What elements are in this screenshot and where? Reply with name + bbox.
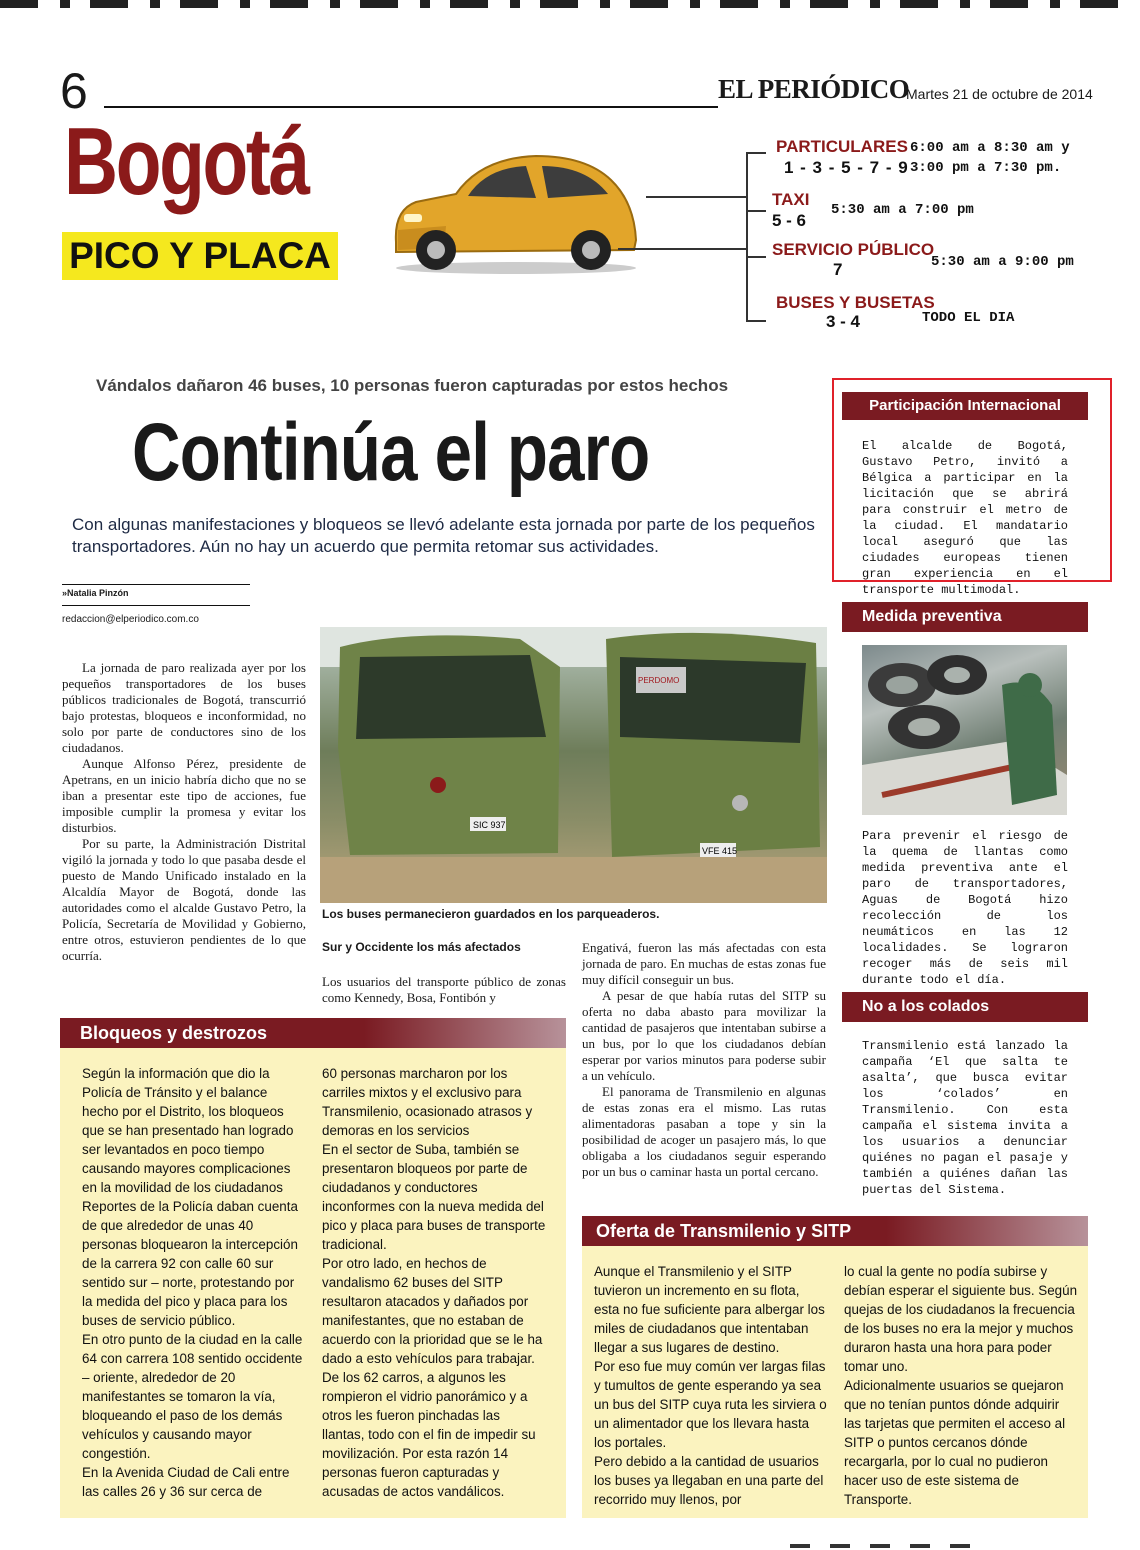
pyp-digits: 3 - 4 bbox=[826, 312, 861, 331]
connector-line bbox=[746, 152, 766, 154]
paragraph: Los usuarios del transporte público de zonas como Kennedy, Bosa, Fontibón y bbox=[322, 974, 566, 1005]
paragraph: Pero debido a la cantidad de usuarios los buses ya llegaban en una parte del recorrido muy llenos, por bbox=[594, 1454, 824, 1507]
subhead: Sur y Occidente los más afectados bbox=[322, 940, 521, 954]
medida-body: Para prevenir el riesgo de la quema de llantas como medida preventiva ante el paro de transportadores, Aguas de Bogotá hizo recolección de los neumáticos en las 12 localidades. Se lograron recoger más de seis mil durante todo el día. bbox=[862, 829, 1068, 987]
connector-line bbox=[746, 152, 748, 322]
pyp-time: 6:00 am a 8:30 am y bbox=[910, 140, 1070, 156]
section-subtitle: PICO Y PLACA bbox=[62, 232, 338, 280]
pyp-category: PARTICULARES bbox=[776, 137, 908, 156]
connector-line bbox=[746, 256, 766, 258]
paragraph: lo cual la gente no podía subirse y debían esperar el siguiente bus. Según quejas de los ciudadanos la frecuencia de los buses no era la mejor y muchos duraron hasta una hora para poder tomar uno. bbox=[844, 1264, 1078, 1374]
pyp-category: SERVICIO PÚBLICO bbox=[772, 240, 935, 259]
pyp-time: 5:30 am a 7:00 pm bbox=[831, 202, 974, 218]
paragraph: Según la información que dio la Policía de Tránsito y el balance hecho por el Distrito, los bloqueos que se han presentado han logrado ser levantados en poco tiempo causando mayores complicaciones en la movilidad de los ciudadanos bbox=[82, 1066, 294, 1195]
paragraph: De los 62 carros, a algunos les rompieron el vidrio panorámico y a otros les fueron pinchadas las llantas, todo con el fin de impedir su movilización. Por esta razón 14 personas fueron capturadas y acusadas de actos vandálicos. bbox=[322, 1370, 536, 1499]
paragraph: En la Avenida Ciudad de Cali entre las calles 26 y 36 sur cerca de bbox=[82, 1465, 290, 1499]
oferta-column-1 bbox=[594, 1262, 828, 1509]
pyp-digits: 7 bbox=[833, 260, 843, 279]
photo-caption: Los buses permanecieron guardados en los parqueaderos. bbox=[322, 907, 660, 921]
plate-text: SIC 937 bbox=[473, 820, 506, 830]
connector-line bbox=[618, 248, 746, 250]
top-edge-strip bbox=[0, 0, 1140, 8]
bloqueos-title-bar bbox=[60, 1018, 566, 1048]
car-illustration bbox=[386, 150, 646, 275]
article-column-1 bbox=[62, 660, 306, 964]
oferta-title: Oferta de Transmilenio y SITP bbox=[596, 1221, 852, 1241]
bloqueos-title: Bloqueos y destrozos bbox=[80, 1023, 268, 1043]
paragraph: En el sector de Suba, también se presentaron bloqueos por parte de ciudadanos y conductores inconformes con la nueva medida del pico y placa para buses de transporte tradicional. bbox=[322, 1142, 546, 1252]
pyp-category: TAXI bbox=[772, 190, 810, 209]
oferta-title-bar bbox=[582, 1216, 1088, 1246]
paragraph: La jornada de paro realizada ayer por los pequeños transportadores de los buses públicos tradicionales de Bogotá, transcurrió bajo protestas, bloqueos e inconformidad, no solo por parte de conductores sino de los ciudadanos. bbox=[62, 660, 306, 755]
intl-title: Participación Internacional bbox=[842, 392, 1088, 420]
paragraph: Por su parte, la Administración Distrital vigiló la jornada y todo lo que pasaba desde el puesto de Mando Unificado instalado en la Alcaldía Mayor de Bogotá, donde las autoridades como el alcalde Gustavo Petro, la Policía, Secretaría de Movilidad y Gobierno, entre otros, estuvieron pendientes de lo que ocurría. bbox=[62, 836, 306, 963]
buses-photo-art bbox=[320, 627, 827, 903]
title-bar-gradient bbox=[886, 1216, 1088, 1246]
colados-body: Transmilenio está lanzado la campaña ‘El que salta te asalta’, que busca evitar los ‘colados’ en Transmilenio. Con esta campaña el sistema invita a los usuarios a denunciar quiénes no pagan el pasaje y también a quiénes dañan las puertas del Sistema. bbox=[862, 1039, 1068, 1197]
article-column-2 bbox=[322, 974, 566, 1006]
section-title: Bogotá bbox=[64, 108, 308, 215]
pyp-time: 5:30 am a 9:00 pm bbox=[931, 254, 1074, 270]
paragraph: Por eso fue muy común ver largas filas y tumultos de gente esperando ya sea un bus del SITP cuya ruta les sirviera o un alimentador que los llevara hasta los portales. bbox=[594, 1359, 827, 1450]
page-number: 6 bbox=[60, 63, 88, 119]
pyp-time: TODO EL DIA bbox=[922, 310, 1015, 326]
paragraph: Por otro lado, en hechos de vandalismo 62 buses del SITP resultaron atacados y dañados por manifestantes, que no estaban de acuerdo con la prioridad que se le ha dado a esto vehículos para trabajar. bbox=[322, 1256, 543, 1366]
colados-title: No a los colados bbox=[842, 992, 1088, 1022]
article-deck: Con algunas manifestaciones y bloqueos se llevó adelante esta jornada por parte de los pequeños transportadores. Aún no hay un acuerdo que permita retomar sus actividades. bbox=[72, 515, 815, 556]
connector-line bbox=[646, 196, 746, 198]
tires-photo-art bbox=[862, 645, 1067, 815]
byline-rule bbox=[62, 605, 250, 606]
byline-rule bbox=[62, 584, 250, 585]
article-column-3 bbox=[582, 940, 826, 1180]
issue-date: Martes 21 de octubre de 2014 bbox=[906, 86, 1093, 102]
plate-text: VFE 415 bbox=[702, 846, 738, 856]
pyp-category: BUSES Y BUSETAS bbox=[776, 293, 935, 312]
bottom-edge-strip bbox=[790, 1544, 990, 1548]
byline-email: redaccion@elperiodico.com.co bbox=[62, 614, 199, 625]
paragraph: A pesar de que había rutas del SITP su oferta no daba abasto para movilizar la cantidad de pasajeros que intentaban subirse a un bus, por lo que los ciudadanos debían esperar por varios minutos para poderse subir a un vehículo. bbox=[582, 988, 826, 1083]
article-headline: Continúa el paro bbox=[132, 407, 650, 498]
bloqueos-column-2 bbox=[322, 1064, 546, 1501]
medida-title: Medida preventiva bbox=[842, 602, 1088, 632]
article-kicker: Vándalos dañaron 46 buses, 10 personas fueron capturadas por estos hechos bbox=[96, 376, 729, 395]
byline: »Natalia Pinzón bbox=[62, 588, 129, 598]
masthead: EL PERIÓDICO bbox=[718, 74, 910, 104]
paragraph: Engativá, fueron las más afectadas con esta jornada de paro. En muchas de estas zonas fue muy difícil conseguir un bus. bbox=[582, 940, 826, 987]
bloqueos-column-1 bbox=[82, 1064, 304, 1501]
paragraph: 60 personas marcharon por los carriles mixtos y el exclusivo para Transmilenio, ocasionado atrasos y demoras en los servicios bbox=[322, 1066, 533, 1138]
paragraph: Reportes de la Policía daban cuenta de que alrededor de unas 40 personas bloquearon la intercepción de la carrera 92 con calle 60 sur sentido sur – norte, protestando por la medida del pico y placa para los buses de servicio público. bbox=[82, 1199, 298, 1328]
connector-line bbox=[746, 210, 766, 212]
title-bar-gradient bbox=[364, 1018, 566, 1048]
paragraph: Adicionalmente usuarios se quejaron que no tenían puntos dónde adquirir las tarjetas que permiten el acceso al SITP o puntos cercanos dónde recargarla, por lo cual no pudieron hacer uso de este sistema de Transporte. bbox=[844, 1378, 1066, 1507]
paragraph: Aunque el Transmilenio y el SITP tuvieron un incremento en su flota, esta no fue suficiente para albergar los miles de ciudadanos que intentaban llegar a sus lugares de destino. bbox=[594, 1264, 825, 1355]
pyp-digits: 5 - 6 bbox=[772, 211, 807, 230]
bus-sign-text: PERDOMO bbox=[638, 676, 680, 685]
paragraph: Aunque Alfonso Pérez, presidente de Apetrans, en un inicio habría dicho que no se iban a presentar este tipo de acciones, fue imposible cumplir la promesa y evitar los disturbios. bbox=[62, 756, 306, 835]
paragraph: El panorama de Transmilenio en algunas de estas zonas era el mismo. Las rutas alimentadoras pasaban a tope y sin la posibilidad de acoger un pasajero más, lo que obligaba a los ciudadanos seguir esperando por un bus o caminar hasta un portal cercano. bbox=[582, 1084, 826, 1179]
connector-line bbox=[746, 320, 766, 322]
pyp-time: 3:00 pm a 7:30 pm. bbox=[910, 160, 1062, 176]
pyp-digits: 1 - 3 - 5 - 7 - 9 bbox=[784, 158, 909, 177]
oferta-column-2 bbox=[844, 1262, 1078, 1509]
intl-body: El alcalde de Bogotá, Gustavo Petro, invitó a Bélgica a participar en la licitación que se abrirá para construir el metro de la ciudad. El mandatario local aseguró que las ciudades europeas tienen gran experiencia en el transporte multimodal. bbox=[862, 439, 1068, 597]
buses-photo bbox=[320, 627, 827, 903]
tires-photo bbox=[862, 645, 1067, 815]
paragraph: En otro punto de la ciudad en la calle 64 con carrera 108 sentido occidente – oriente, alrededor de 20 manifestantes se tomaron la vía, bloqueando el paso de los demás vehículos y causando mayor congestión. bbox=[82, 1332, 303, 1461]
